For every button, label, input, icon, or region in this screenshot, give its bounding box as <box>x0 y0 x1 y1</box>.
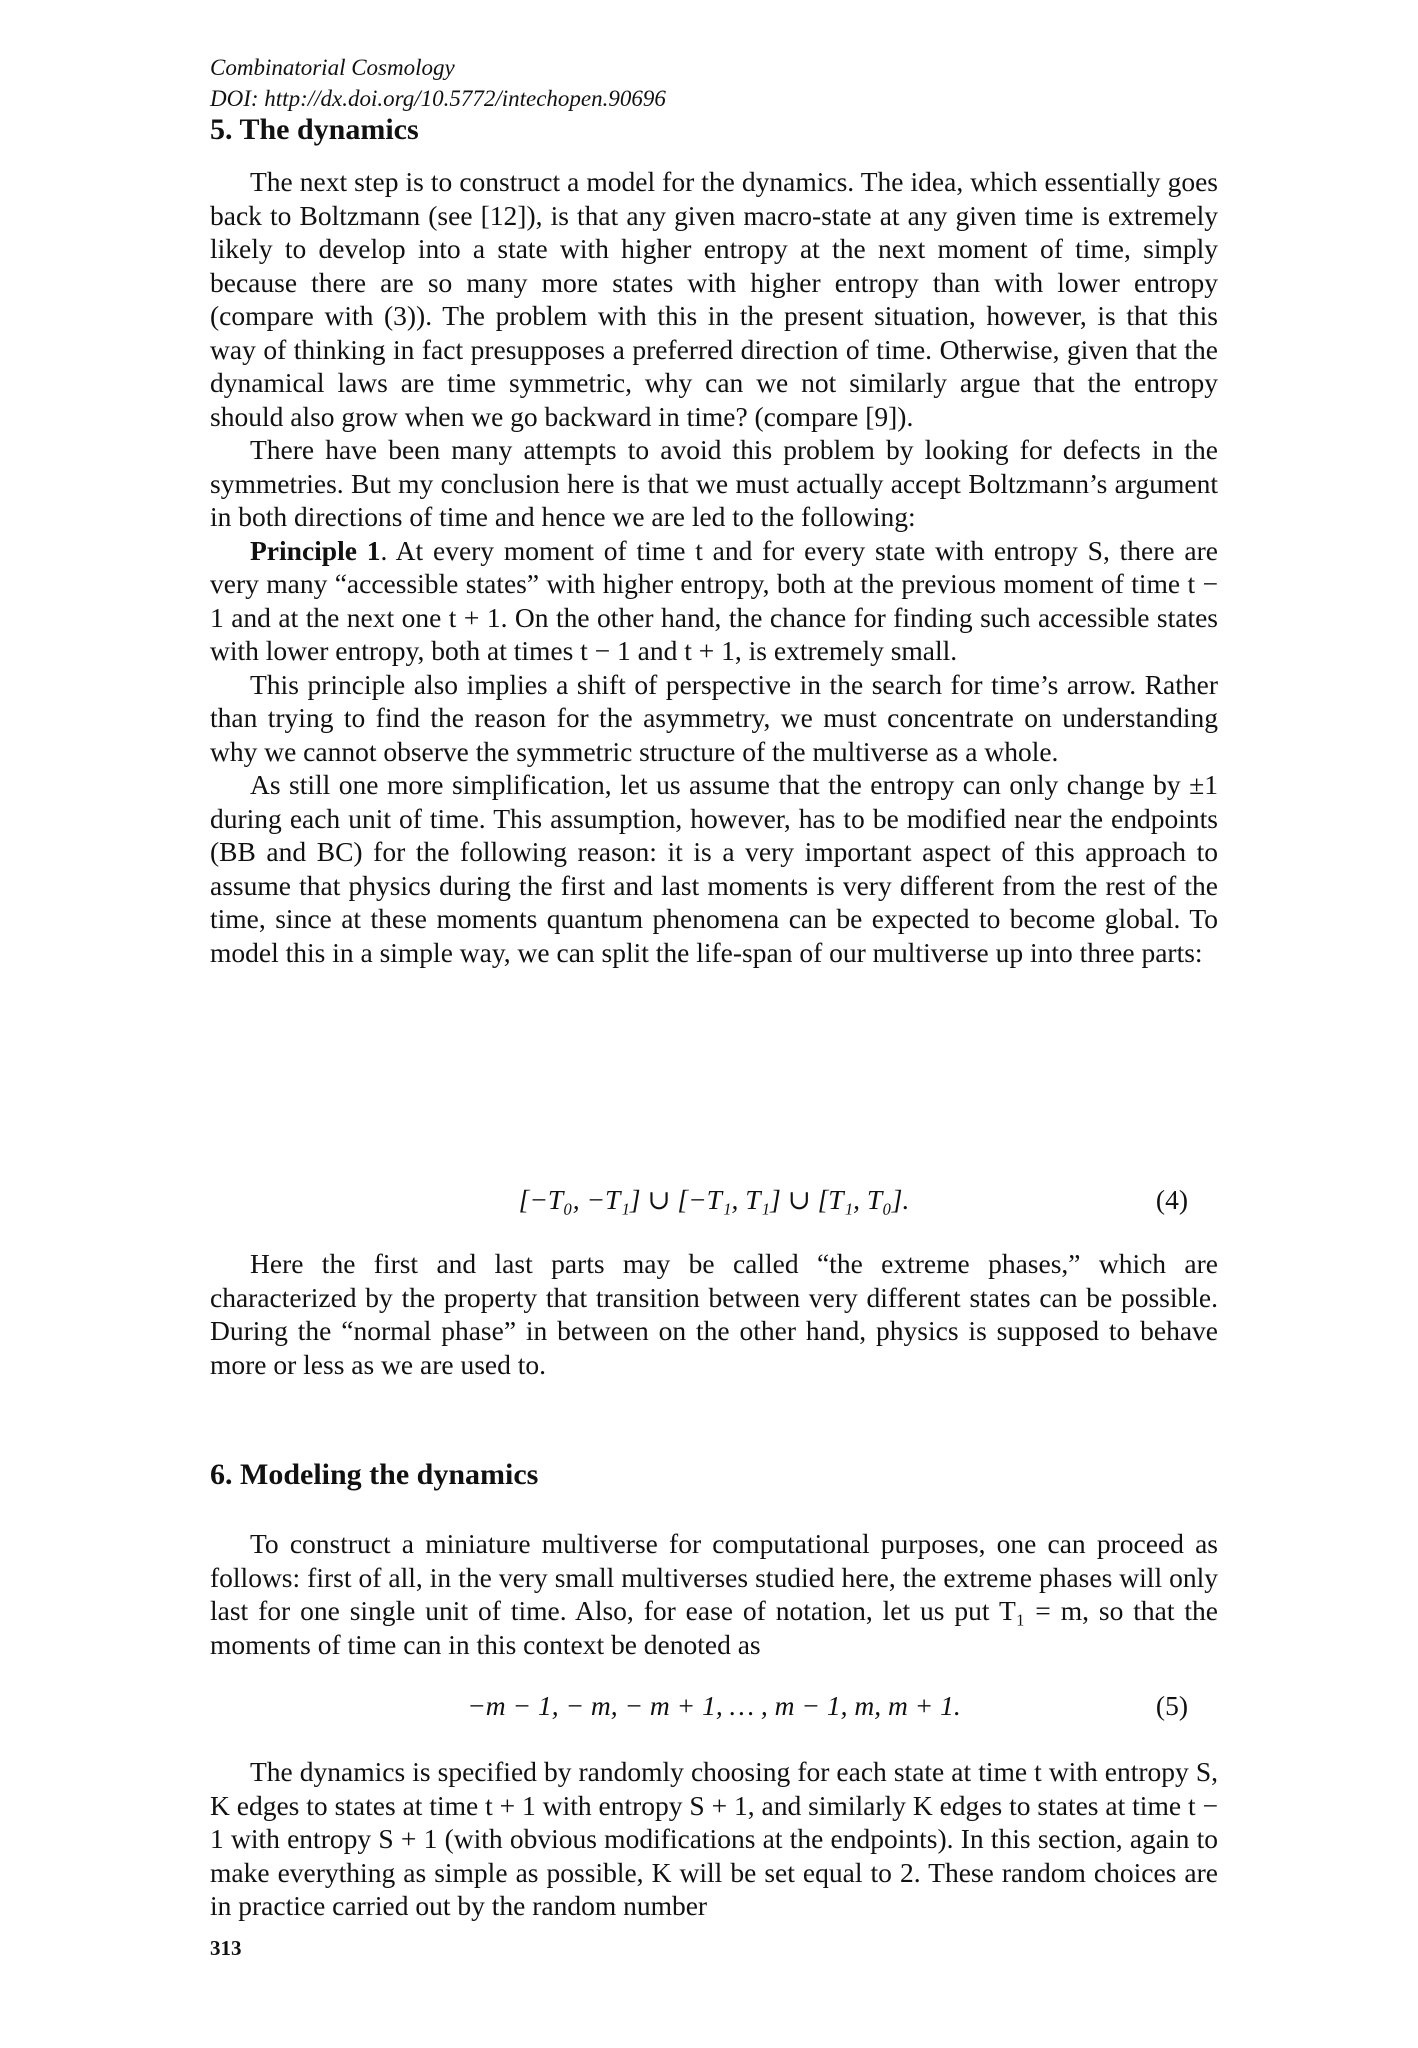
equation-4 <box>210 1180 1218 1220</box>
paragraph: There have been many attempts to avoid this problem by looking for defects in the symmetries. But my conclusion here is that we must actually accept Boltzmann’s argument in both directions of time and hence we are led to the following: <box>210 434 1218 532</box>
equation-expression: [−T₀, −T₁] ∪ [−T₁, T₁] ∪ [T₁, T₀]. <box>518 1184 910 1215</box>
equation-5 <box>210 1686 1218 1726</box>
equation-number: (5) <box>1155 1690 1188 1721</box>
section-5-body <box>210 165 1218 969</box>
principle-text: . At every moment of time t and for every state with entropy S, there are very many “accessible states” with higher entropy, both at the previous moment of time t − 1 and at the next one t + 1. On the other hand, the chance for finding such accessible states with lower entropy, both at times t − 1 and t + 1, is extremely small. <box>210 534 1218 666</box>
principle-paragraph <box>210 534 1218 668</box>
paragraph: The next step is to construct a model for the dynamics. The idea, which essentially goes back to Boltzmann (see [12]), is that any given macro-state at any given time is extremely likely to develop into a state with higher entropy at the next moment of time, simply because there are so many more states with higher entropy than with lower entropy (compare with (3)). The problem with this in the present situation, however, is that this way of thinking in fact presupposes a preferred direction of time. Otherwise, given that the dynamical laws are time symmetric, why can we not similarly argue that the entropy should also grow when we go backward in time? (compare [9]). <box>210 166 1218 432</box>
section-5-heading: 5. The dynamics <box>210 113 419 146</box>
page-number: 313 <box>210 1936 242 1960</box>
paragraph: This principle also implies a shift of perspective in the search for time’s arrow. Rather than trying to find the reason for the asymmetry, we must concentrate on understanding why we cannot observe the symmetric structure of the multiverse as a whole. <box>210 668 1218 767</box>
paragraph: As still one more simplification, let us assume that the entropy can only change by ±1 during each unit of time. This assumption, however, has to be modified near the endpoints (BB and BC) for the following reason: it is a very important aspect of this approach to assume that physics during the first and last moments is very different from the rest of the time, since at these moments quantum phenomena can be expected to become global. To model this in a simple way, we can split the life-span of our multiverse up into three parts: <box>210 769 1218 968</box>
section-6-body <box>210 1527 1218 1661</box>
equation-expression: −m − 1, − m, − m + 1, … , m − 1, m, m + 1. <box>467 1690 961 1721</box>
section-5-closing <box>210 1247 1218 1381</box>
section-6-heading: 6. Modeling the dynamics <box>210 1458 539 1491</box>
paragraph: The dynamics is specified by randomly choosing for each state at time t with entropy S, K edges to states at time t + 1 with entropy S + 1, and similarly K edges to states at time t − 1 with entropy S + 1 (with obvious modifications at the endpoints). In this section, again to make everything as simple as possible, K will be set equal to 2. These random choices are in practice carried out by the random number <box>210 1756 1218 1921</box>
paragraph: Here the first and last parts may be called “the extreme phases,” which are characterized by the property that transition between very different states can be possible. During the “normal phase” in between on the other hand, physics is supposed to behave more or less as we are used to. <box>210 1248 1218 1380</box>
section-6-continued <box>210 1755 1218 1923</box>
running-head <box>210 52 666 114</box>
paragraph: To construct a miniature multiverse for computational purposes, one can proceed as follows: first of all, in the very small multiverses studied here, the extreme phases will only last for one single unit of time. Also, for ease of notation, let us put T₁ = m, so that the moments of time can in this context be denoted as <box>210 1528 1218 1660</box>
principle-label: Principle 1 <box>250 534 381 566</box>
journal-title: Combinatorial Cosmology <box>210 55 455 80</box>
equation-number: (4) <box>1155 1184 1188 1215</box>
doi-line: DOI: http://dx.doi.org/10.5772/intechopen.90696 <box>210 86 666 111</box>
